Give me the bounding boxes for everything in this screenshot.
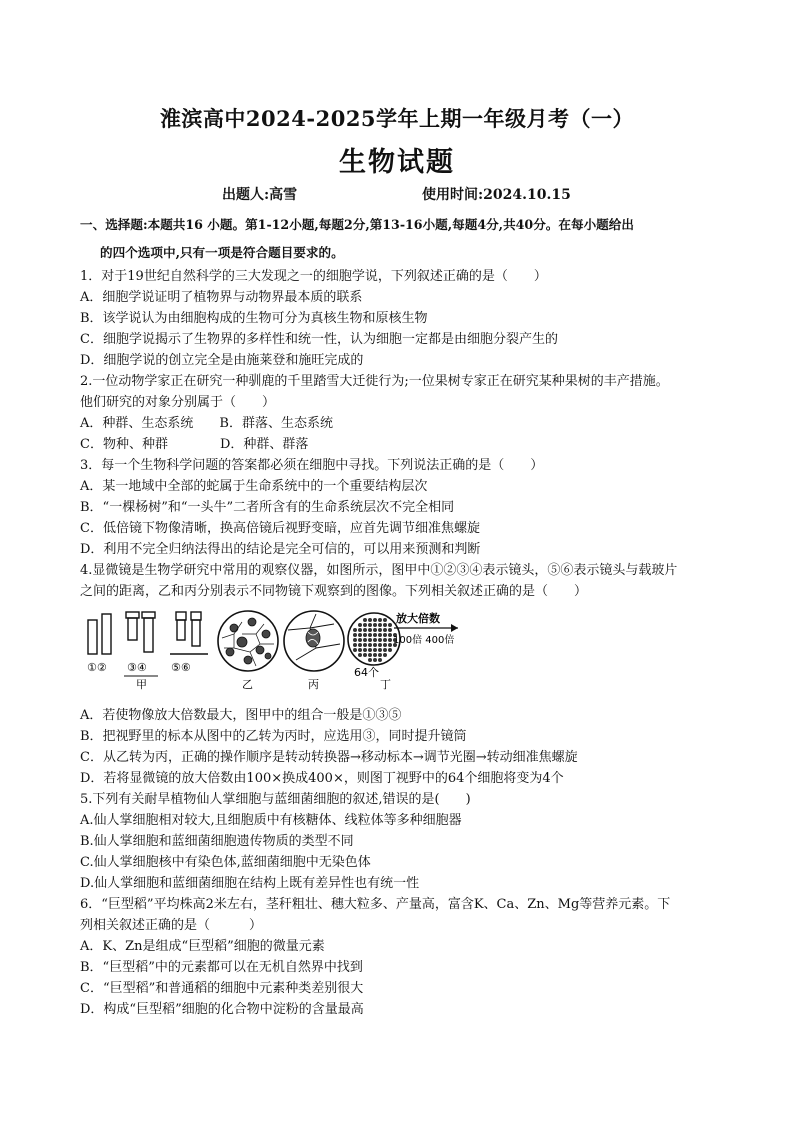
- high-power-view-icon: [284, 611, 344, 671]
- q6-stem-line2: 列相关叙述正确的是（ ）: [80, 918, 263, 933]
- q3-option-d: D．利用不完全归纳法得出的结论是完全可信的，可以用来预测和判断: [80, 542, 481, 557]
- cell-dot: [373, 618, 377, 622]
- cell-dot: [368, 643, 372, 647]
- cell-dot: [378, 618, 382, 622]
- fig-label-bing: 丙: [308, 678, 319, 691]
- q5-option-b: B.仙人掌细胞和蓝细菌细胞遗传物质的类型不同: [80, 834, 354, 849]
- cell-dot: [378, 658, 382, 662]
- q3-option-c: C．低倍镜下物像清晰，换高倍镜后视野变暗，应首先调节细准焦螺旋: [80, 521, 480, 536]
- cell-dot: [358, 643, 362, 647]
- cell-dot: [353, 638, 357, 642]
- cell-dot: [383, 623, 387, 627]
- cell-dot: [358, 623, 362, 627]
- cell-dot: [373, 628, 377, 632]
- cell-dot: [378, 628, 382, 632]
- cell-dot: [363, 648, 367, 652]
- cell-dot: [353, 643, 357, 647]
- cell-dot: [363, 633, 367, 637]
- cell-dot: [373, 623, 377, 627]
- cell-dot: [378, 623, 382, 627]
- low-power-view-icon: [218, 611, 278, 671]
- cell-dot: [358, 633, 362, 637]
- cell-dot: [368, 618, 372, 622]
- q6-stem-line1: 6．“巨型稻”平均株高2米左右，茎秆粗壮、穗大粒多、产量高，富含K、Ca、Zn、Mg等营养元素。下: [80, 897, 671, 912]
- exam-author: 出题人:高雪: [222, 187, 298, 203]
- cell-dot: [378, 643, 382, 647]
- cell-dot: [378, 633, 382, 637]
- cell-dot: [358, 648, 362, 652]
- cell-dot: [368, 648, 372, 652]
- cell-dot: [388, 643, 392, 647]
- cell-dot: [368, 623, 372, 627]
- q3-option-a: A．某一地域中全部的蛇属于生命系统中的一个重要结构层次: [80, 479, 428, 494]
- fig-label-12: ①②: [87, 661, 107, 674]
- fig-label-ding: 丁: [380, 678, 391, 691]
- exam-subject: 生物试题: [339, 147, 455, 178]
- q2-stem-line1: 2.一位动物学家正在研究一种驯鹿的千里踏雪大迁徙行为;一位果树专家正在研究某种果树的丰产措施。: [80, 374, 669, 389]
- q2-stem-line2: 他们研究的对象分别属于（ ）: [80, 395, 276, 410]
- fig-label-56: ⑤⑥: [171, 661, 191, 674]
- cell-dot: [383, 618, 387, 622]
- cell-dot: [353, 628, 357, 632]
- fig-cells-count: 64个: [354, 666, 379, 679]
- cell-dot: [383, 648, 387, 652]
- q4-stem-line2: 之间的距离，乙和丙分别表示不同物镜下观察到的图像。下列相关叙述正确的是（ ）: [80, 584, 588, 599]
- q5-option-d: D.仙人掌细胞和蓝细菌细胞在结构上既有差异性也有统一性: [80, 876, 420, 891]
- exam-title: 淮滨高中2024-2025学年上期一年级月考（一）: [159, 106, 635, 131]
- cell-dot: [358, 638, 362, 642]
- q1-stem: 1．对于19世纪自然科学的三大发现之一的细胞学说，下列叙述正确的是（ ）: [80, 269, 547, 284]
- cell-dot: [373, 658, 377, 662]
- cell-dot: [363, 653, 367, 657]
- cell-dot: [373, 633, 377, 637]
- fig-label-34: ③④: [127, 661, 147, 674]
- cell-dot: [388, 638, 392, 642]
- q5-option-a: A.仙人掌细胞相对较大,且细胞质中有核糖体、线粒体等多种细胞器: [80, 813, 462, 828]
- q1-option-d: D．细胞学说的创立完全是由施莱登和施旺完成的: [80, 353, 364, 368]
- cell-dot: [368, 633, 372, 637]
- cell-dot: [373, 643, 377, 647]
- cell-dot: [368, 658, 372, 662]
- cell-dot: [358, 653, 362, 657]
- fig-label-yi: 乙: [242, 678, 253, 691]
- magnification-title: 放大倍数: [396, 612, 440, 625]
- cell-dot: [363, 618, 367, 622]
- cell-dot: [383, 653, 387, 657]
- cell-dot: [368, 628, 372, 632]
- q6-option-c: C．“巨型稻”和普通稻的细胞中元素种类差别很大: [80, 981, 364, 996]
- cell-dot: [353, 648, 357, 652]
- q2-options-ab: A．种群、生态系统 B．群落、生态系统: [80, 416, 333, 431]
- cell-dot: [388, 628, 392, 632]
- cell-dot: [383, 628, 387, 632]
- q4-option-a: A．若使物像放大倍数最大，图甲中的组合一般是①③⑤: [80, 708, 402, 723]
- cell-dot: [358, 628, 362, 632]
- fig-label-jia: 甲: [136, 678, 147, 691]
- cell-dot: [388, 648, 392, 652]
- cell-dot: [363, 628, 367, 632]
- q5-stem: 5.下列有关耐旱植物仙人掌细胞与蓝细菌细胞的叙述,错误的是( ): [80, 792, 471, 807]
- cell-dot: [378, 653, 382, 657]
- cell-dot: [363, 623, 367, 627]
- cell-dot: [383, 643, 387, 647]
- cell-dot: [363, 638, 367, 642]
- q2-options-cd: C．物种、种群 D．种群、群落: [80, 437, 309, 452]
- cell-dot: [383, 633, 387, 637]
- objective-distance-icon: [170, 612, 208, 654]
- cell-dot: [378, 638, 382, 642]
- cell-dot: [373, 648, 377, 652]
- microscope-figure: [84, 608, 464, 694]
- q4-option-c: C．从乙转为丙，正确的操作顺序是转动转换器→移动标本→调节光圈→转动细准焦螺旋: [80, 750, 578, 765]
- cell-dot: [378, 648, 382, 652]
- arrow-right-icon: [451, 624, 458, 632]
- eyepiece-lenses-icon: [88, 614, 111, 654]
- q6-option-a: A．K、Zn是组成“巨型稻”细胞的微量元素: [80, 939, 325, 954]
- q1-option-a: A．细胞学说证明了植物界与动物界最本质的联系: [80, 290, 363, 305]
- cell-dot: [353, 633, 357, 637]
- exam-date: 使用时间:2024.10.15: [422, 187, 571, 203]
- cell-dot: [383, 638, 387, 642]
- q1-option-b: B．该学说认为由细胞构成的生物可分为真核生物和原核生物: [80, 311, 428, 326]
- objective-lenses-icon: [126, 612, 155, 652]
- q4-option-b: B．把视野里的标本从图中的乙转为丙时，应选用③，同时提升镜筒: [80, 729, 467, 744]
- cell-dot: [368, 638, 372, 642]
- section-instructions-line2: 的四个选项中,只有一项是符合题目要求的。: [100, 245, 344, 260]
- q6-option-b: B．“巨型稻”中的元素都可以在无机自然界中找到: [80, 960, 363, 975]
- cell-dot: [368, 653, 372, 657]
- q4-stem-line1: 4.显微镜是生物学研究中常用的观察仪器，如图所示，图甲中①②③④表示镜头，⑤⑥表示镜头与载玻片: [80, 563, 678, 578]
- cell-dot: [388, 633, 392, 637]
- cell-dot: [363, 643, 367, 647]
- q3-stem: 3．每一个生物科学问题的答案都必须在细胞中寻找。下列说法正确的是（ ）: [80, 458, 544, 473]
- cell-dot: [373, 653, 377, 657]
- magnification-values: 100倍 400倍: [393, 635, 455, 646]
- cell-dot: [373, 638, 377, 642]
- q1-option-c: C．细胞学说揭示了生物界的多样性和统一性，认为细胞一定都是由细胞分裂产生的: [80, 332, 558, 347]
- q3-option-b: B．“一棵杨树”和“一头牛”二者所含有的生命系统层次不完全相同: [80, 500, 455, 515]
- section-instructions-line1: 一、选择题:本题共16 小题。第1-12小题,每题2分,第13-16小题,每题4分,共40分。在每小题给出: [80, 217, 634, 232]
- q5-option-c: C.仙人掌细胞核中有染色体,蓝细菌细胞中无染色体: [80, 855, 371, 870]
- q4-option-d: D．若将显微镜的放大倍数由100×换成400×，则图丁视野中的64个细胞将变为4个: [80, 771, 564, 786]
- q6-option-d: D．构成“巨型稻”细胞的化合物中淀粉的含量最高: [80, 1002, 364, 1017]
- cell-dot: [388, 623, 392, 627]
